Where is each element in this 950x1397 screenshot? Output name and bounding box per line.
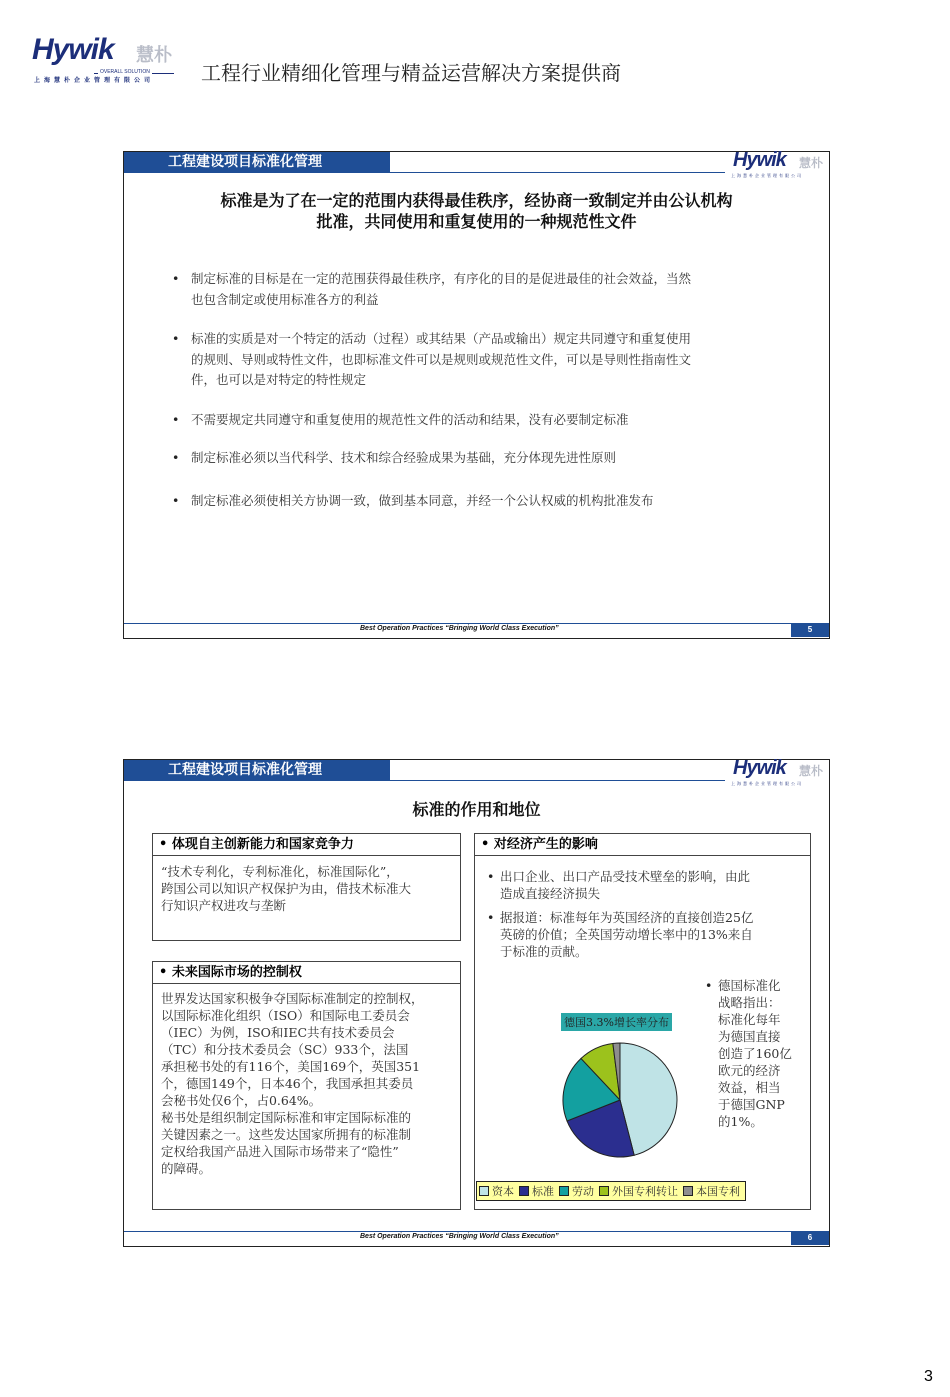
bullet-line: 欧元的经济: [718, 1063, 781, 1078]
document-page-number: 3: [924, 1368, 933, 1385]
box-title-text: 未来国际市场的控制权: [171, 965, 302, 980]
slide-headline: [124, 190, 829, 232]
slide-logo: [729, 149, 829, 178]
bullet-item: [172, 410, 792, 431]
box-line: “技术专利化，专利标准化，标准国际化”，: [161, 864, 399, 879]
chart-title: 德国3.3%增长率分布: [561, 1013, 672, 1031]
bullet-line: • 制定标准必须以当代科学、技术和综合经验成果为基础，充分体现先进性原则: [191, 450, 617, 465]
bullet-item: [705, 977, 805, 1130]
slide-logo: [729, 757, 829, 786]
logo-cn: 慧朴: [136, 45, 172, 66]
bullet-item: [172, 491, 792, 512]
slide-page-number: 5: [791, 623, 829, 637]
box-title: • 体现自主创新能力和国家竞争力: [153, 834, 460, 856]
box-line: 的障碍。: [161, 1161, 212, 1176]
bullet-line: 于德国GNP: [718, 1097, 785, 1112]
legend-item: [683, 1183, 740, 1199]
box-body: [153, 984, 460, 1182]
box-line: 行知识产权进攻与垄断: [161, 898, 287, 913]
legend-label: 标准: [532, 1185, 554, 1198]
legend-item: [599, 1183, 678, 1199]
slide-headline: 标准的作用和地位: [412, 800, 541, 819]
bullet-item: [172, 269, 792, 310]
bullet-line: • 出口企业、出口产品受技术壁垒的影响，由此: [500, 869, 751, 884]
box-economy: [474, 833, 811, 1210]
slide-title-line: [390, 172, 725, 173]
legend-swatch: [559, 1186, 569, 1196]
box-title-text: 对经济产生的影响: [493, 837, 598, 852]
bullet-line: 于标准的贡献。: [500, 944, 588, 959]
bullet-line: 创造了160亿: [718, 1046, 792, 1061]
slide-logo-text: Hywik: [733, 149, 786, 171]
bullet-line: 标准化每年: [718, 1012, 781, 1027]
bullet-item: [487, 868, 797, 902]
slide-bullet-list: [172, 269, 792, 511]
slide-page-number: 6: [791, 1231, 829, 1245]
economy-bullets: [487, 868, 797, 960]
box-body: [153, 856, 460, 919]
box-line: 关键因素之一。这些发达国家所拥有的标准制: [161, 1127, 412, 1142]
legend-label: 劳动: [572, 1185, 594, 1198]
slide-section-title: 工程建设项目标准化管理: [124, 760, 390, 781]
box-market-control: [152, 961, 461, 1210]
slide-section-title: 工程建设项目标准化管理: [124, 152, 390, 173]
bullet-line: • 标准的实质是对一个特定的活动（过程）或其结果（产品或输出）规定共同遵守和重复使用: [191, 331, 692, 346]
legend-swatch: [683, 1186, 693, 1196]
bullet-line: 英磅的价值；全英国劳动增长率中的13%来自: [500, 927, 753, 942]
chart-legend: [476, 1181, 746, 1201]
page-header-title: 工程行业精细化管理与精益运营解决方案提供商: [201, 61, 621, 85]
bullet-item: [487, 909, 797, 960]
box-line: （IEC）为例，ISO和IEC共有技术委员会: [161, 1025, 395, 1040]
box-title-text: 体现自主创新能力和国家竞争力: [171, 837, 354, 852]
slide-logo-company: 上海慧朴企业管理有限公司: [731, 173, 803, 178]
legend-label: 本国专利: [696, 1185, 740, 1198]
slide-6: [123, 759, 830, 1247]
bullet-line: 件，也可以是对特定的特性规定: [191, 372, 367, 387]
box-line: （TC）和分技术委员会（SC）933个，法国: [161, 1042, 409, 1057]
slide-logo-cn: 慧朴: [799, 764, 824, 778]
box-line: 秘书处是组织制定国际标准和审定国际标准的: [161, 1110, 412, 1125]
legend-swatch: [519, 1186, 529, 1196]
bullet-line: 战略指出：: [718, 995, 781, 1010]
bullet-line: 为德国直接: [718, 1029, 781, 1044]
headline-line-1: 标准是为了在一定的范围内获得最佳秩序，经协商一致制定并由公认机构: [220, 191, 733, 210]
germany-bullet: [705, 977, 805, 1130]
footer-text: Best Operation Practices “Bringing World Class Execution”: [360, 625, 559, 632]
logo-company: 上海慧朴企业管理有限公司: [34, 78, 155, 84]
legend-label: 外国专利转让: [612, 1185, 678, 1198]
slide-logo-company: 上海慧朴企业管理有限公司: [731, 781, 803, 786]
slide-5: [123, 151, 830, 639]
logo-tagline: OVERALL SOLUTION: [100, 69, 150, 75]
box-line: 以国际标准化组织（ISO）和国际电工委员会: [161, 1008, 410, 1023]
bullet-line: 效益，相当: [718, 1080, 781, 1095]
bullet-line: 的1%。: [718, 1114, 763, 1129]
slide-title-line: [390, 780, 725, 781]
bullet-item: [172, 448, 792, 469]
bullet-line: • 德国标准化: [718, 978, 781, 993]
pie-chart: [555, 1041, 685, 1171]
legend-item: [559, 1183, 594, 1199]
legend-label: 资本: [492, 1185, 514, 1198]
bullet-line: 的规则、导则或特性文件，也即标准文件可以是规则或规范性文件，可以是导则性指南性文: [191, 351, 692, 367]
slide-footer: [124, 623, 829, 638]
bullet-line: • 制定标准必须使相关方协调一致，做到基本同意，并经一个公认权威的机构批准发布: [191, 492, 654, 508]
headline-line-2: 批准，共同使用和重复使用的一种规范性文件: [316, 212, 637, 231]
box-innovation: [152, 833, 461, 941]
bullet-line: 也包含制定或使用标准各方的利益: [191, 291, 379, 307]
slide-logo-cn: 慧朴: [799, 156, 824, 170]
bullet-line: • 据报道：标准每年为英国经济的直接创造25亿: [500, 910, 754, 925]
box-line: 跨国公司以知识产权保护为由，借技术标准大: [161, 881, 412, 896]
box-line: 世界发达国家积极争夺国际标准制定的控制权，: [161, 991, 424, 1006]
legend-swatch: [479, 1186, 489, 1196]
legend-item: [519, 1183, 554, 1199]
legend-swatch: [599, 1186, 609, 1196]
logo-text: Hywik: [32, 33, 114, 66]
box-line: 定权给我国产品进入国际市场带来了“隐性”: [161, 1144, 399, 1159]
header-logo: [32, 33, 182, 85]
bullet-line: 造成直接经济损失: [500, 886, 601, 901]
bullet-line: • 不需要规定共同遵守和重复使用的规范性文件的活动和结果，没有必要制定标准: [191, 411, 629, 427]
box-line: 承担秘书处的有116个，美国169个，英国351: [161, 1059, 421, 1074]
slide-logo-text: Hywik: [733, 757, 786, 779]
box-title: • 对经济产生的影响: [475, 834, 810, 856]
legend-item: [479, 1183, 514, 1199]
slide-footer: [124, 1231, 829, 1246]
footer-text: Best Operation Practices “Bringing World Class Execution”: [360, 1233, 559, 1240]
box-title: • 未来国际市场的控制权: [153, 962, 460, 984]
box-line: 会秘书处仅6个，占0.64%。: [161, 1093, 322, 1108]
bullet-item: [172, 329, 792, 391]
box-line: 个，德国149个，日本46个，我国承担其委员: [161, 1076, 414, 1091]
bullet-line: • 制定标准的目标是在一定的范围获得最佳秩序，有序化的目的是促进最佳的社会效益，当然: [191, 271, 692, 286]
